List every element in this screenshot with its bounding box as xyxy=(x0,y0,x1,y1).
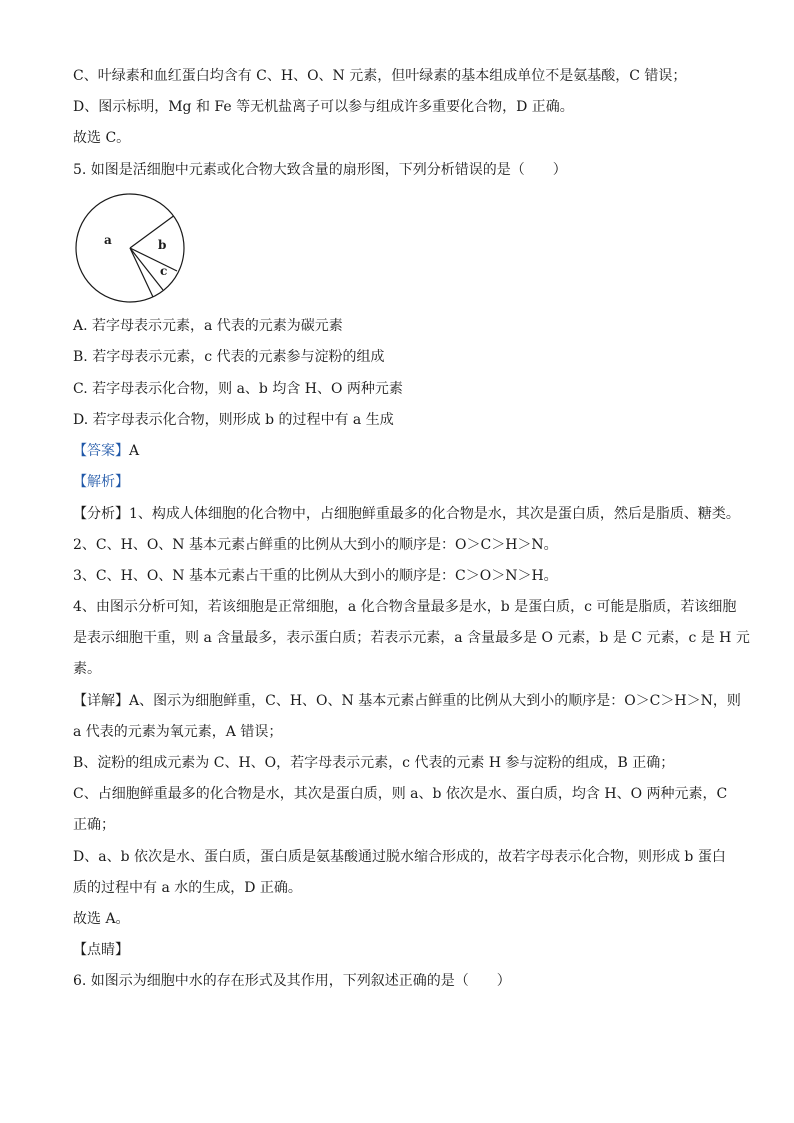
fenxi-line: 素。 xyxy=(73,661,101,677)
xiangjie-line: D、a、b 依次是水、蛋白质，蛋白质是氨基酸通过脱水缩合形成的，故若字母表示化合物，则形成 b 蛋白 xyxy=(73,849,726,865)
answer-tag: 【答案】 xyxy=(73,443,129,459)
xiangjie-tag: 【详解】 xyxy=(73,693,129,709)
fenxi-line: 是表示细胞干重，则 a 含量最多，表示蛋白质；若表示元素，a 含量最多是 O 元素，b 是 C 元素，c 是 H 元 xyxy=(73,630,750,646)
xiangjie-line: B、淀粉的组成元素为 C、H、O，若字母表示元素，c 代表的元素 H 参与淀粉的组成，B 正确； xyxy=(73,755,675,771)
text-line: 故选 C。 xyxy=(73,130,131,146)
xiangjie-line: C、占细胞鲜重最多的化合物是水，其次是蛋白质，则 a、b 依次是水、蛋白质，均含 H、O 两种元素，C xyxy=(73,786,728,802)
xiangjie-line: 故选 A。 xyxy=(73,911,130,927)
xiangjie-text: A、图示为细胞鲜重，C、H、O、N 基本元素占鲜重的比例从大到小的顺序是：O＞C＞H＞N，则 xyxy=(129,693,741,709)
xiangjie-line: a 代表的元素为氧元素，A 错误； xyxy=(73,724,283,740)
fenxi-line: 2、C、H、O、N 基本元素占鲜重的比例从大到小的顺序是：O＞C＞H＞N。 xyxy=(73,537,558,553)
fenxi-line xyxy=(73,504,740,524)
fenxi-line: 4、由图示分析可知，若该细胞是正常细胞，a 化合物含量最多是水，b 是蛋白质，c 可能是脂质，若该细胞 xyxy=(73,599,737,615)
analysis-tag: 【解析】 xyxy=(73,474,129,490)
pie-chart xyxy=(74,192,186,304)
option-a: A. 若字母表示元素，a 代表的元素为碳元素 xyxy=(73,318,343,334)
xiangjie-line xyxy=(73,691,741,711)
xiangjie-line: 正确； xyxy=(73,817,115,833)
option-c: C. 若字母表示化合物，则 a、b 均含 H、O 两种元素 xyxy=(73,381,403,397)
answer-value: A xyxy=(129,443,140,459)
option-d: D. 若字母表示化合物，则形成 b 的过程中有 a 生成 xyxy=(73,412,394,428)
xiangjie-line: 质的过程中有 a 水的生成，D 正确。 xyxy=(73,880,302,896)
pie-label-b: b xyxy=(158,238,167,252)
fenxi-tag: 【分析】 xyxy=(73,506,129,522)
fenxi-line: 3、C、H、O、N 基本元素占干重的比例从大到小的顺序是：C＞O＞N＞H。 xyxy=(73,568,558,584)
text-line: D、图示标明，Mg 和 Fe 等无机盐离子可以参与组成许多重要化合物，D 正确。 xyxy=(73,99,574,115)
dianjing-tag: 【点睛】 xyxy=(73,942,129,958)
pie-label-c: c xyxy=(160,264,168,278)
option-b: B. 若字母表示元素，c 代表的元素参与淀粉的组成 xyxy=(73,349,385,365)
text-line: C、叶绿素和血红蛋白均含有 C、H、O、N 元素，但叶绿素的基本组成单位不是氨基酸，C 错误； xyxy=(73,68,687,84)
answer-line xyxy=(73,441,139,461)
pie-label-a: a xyxy=(104,233,112,247)
fenxi-text: 1、构成人体细胞的化合物中，占细胞鲜重最多的化合物是水，其次是蛋白质，然后是脂质、糖类。 xyxy=(129,506,740,522)
question-5-stem: 5. 如图是活细胞中元素或化合物大致含量的扇形图，下列分析错误的是（ ） xyxy=(73,162,567,178)
question-6-stem: 6. 如图示为细胞中水的存在形式及其作用，下列叙述正确的是（ ） xyxy=(73,973,511,989)
